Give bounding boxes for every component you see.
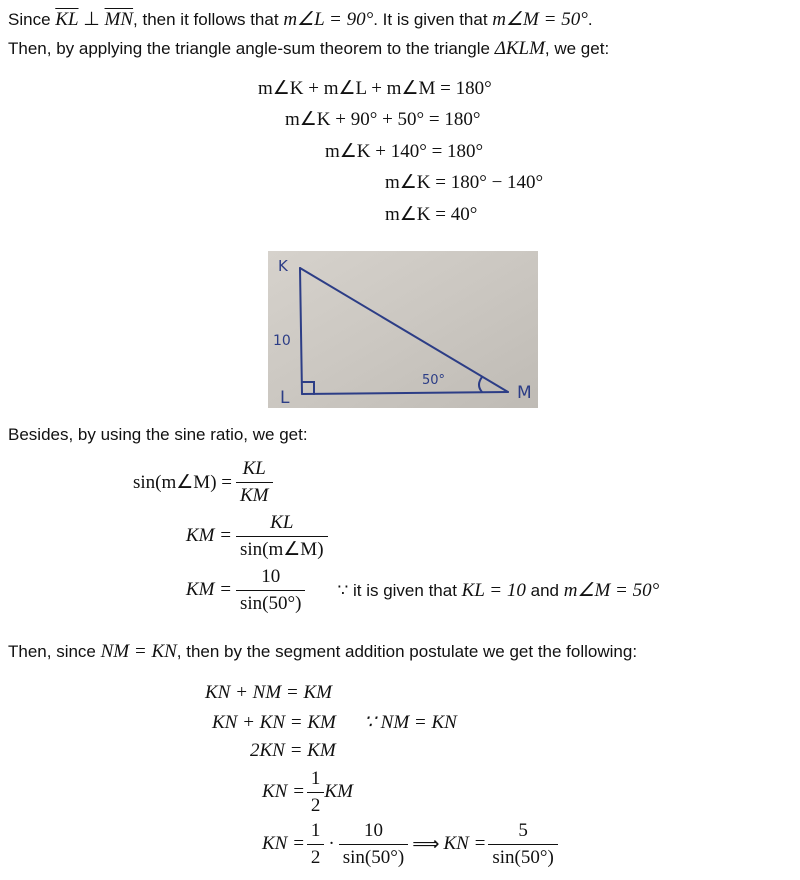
since-note-text: ∵ it is given that (337, 580, 457, 600)
seg-eq-5-den-3: sin(50°) (488, 844, 557, 869)
angle-m-equation: m∠M = 50° (492, 9, 588, 30)
sine-row-1-fraction (236, 458, 273, 507)
sine-row-2 (120, 512, 328, 561)
angle-l-equation: m∠L = 90° (283, 9, 374, 30)
since-note-kl: KL = 10 (461, 579, 526, 601)
seg-eq-5-lhs-2: KN = (443, 833, 487, 855)
seg-eq-5-num-2: 10 (363, 820, 383, 841)
sine-row-2-den: sin(m∠M) (236, 536, 328, 561)
vertex-k-label: K (278, 257, 288, 275)
vertex-l-label: L (280, 388, 290, 408)
intro-given: . It is given that (373, 10, 488, 29)
sine-row-1-lhs: sin(m∠M) = (133, 471, 232, 493)
since-note-and: and (530, 580, 559, 600)
sine-row-2-num: KL (270, 512, 294, 533)
intro-line2-end: , we get: (544, 39, 610, 58)
implies-arrow: ⟹ (412, 833, 440, 855)
segment-mn: $\overline{MN}$ (104, 9, 134, 30)
segment-intro-eq: NM = KN (100, 641, 177, 662)
sine-row-1-num: KL (242, 458, 266, 479)
seg-eq-2-note: ∵ NM = KN (363, 712, 457, 733)
sine-row-2-lhs: KM = (185, 525, 232, 547)
seg-eq-4-lhs: KN = (262, 781, 305, 803)
seg-eq-4-fraction (307, 768, 325, 817)
seg-eq-5-lhs: KN = (262, 833, 305, 855)
seg-eq-4-den: 2 (307, 792, 325, 817)
seg-eq-4-num: 1 (310, 768, 321, 789)
since-note-angle: m∠M = 50° (563, 579, 660, 601)
seg-eq-2: KN + KN = KM (212, 711, 336, 733)
seg-eq-5-den-2: sin(50°) (339, 844, 408, 869)
seg-eq-2-row (212, 711, 457, 734)
seg-eq-5-dot: · (328, 833, 335, 855)
intro-since: Since (8, 10, 51, 29)
triangle-figure (268, 251, 538, 408)
intro-then-follows: , then it follows that (133, 10, 279, 29)
seg-eq-5-fraction-1 (307, 820, 325, 869)
intro-line-2 (8, 38, 609, 60)
seg-eq-4 (262, 768, 353, 817)
segment-intro-b: , then by the segment addition postulate we get the following: (176, 642, 638, 661)
intro-line-1 (8, 8, 593, 31)
sine-row-1-den: KM (236, 482, 273, 507)
seg-eq-5 (262, 820, 558, 869)
sine-row-3-lhs: KM = (185, 579, 232, 601)
seg-eq-5-fraction-3 (488, 820, 557, 869)
angle-sum-eq-5: m∠K = 40° (385, 204, 478, 225)
angle-sum-eq-3: m∠K + 140° = 180° (325, 141, 484, 162)
angle-sum-eq-1: m∠K + m∠L + m∠M = 180° (258, 78, 492, 99)
sine-row-3-fraction (236, 566, 305, 615)
angle-sum-eq-2: m∠K + 90° + 50° = 180° (285, 109, 481, 130)
triangle-klm: ΔKLM (494, 38, 545, 59)
sine-row-3-den: sin(50°) (236, 590, 305, 615)
vertex-m-label: M (517, 383, 532, 403)
sine-row-3 (120, 566, 659, 615)
segment-kl: $\overline{KL}$ (55, 9, 79, 30)
segment-intro-a: Then, since (8, 642, 96, 661)
angle-m-label: 50° (422, 373, 446, 388)
perpendicular-symbol: ⊥ (83, 9, 100, 30)
seg-eq-5-fraction-2 (339, 820, 408, 869)
intro-period: . (587, 10, 593, 29)
sine-row-3-num: 10 (261, 566, 281, 587)
sine-row-2-fraction (236, 512, 328, 561)
segment-intro (8, 641, 637, 663)
seg-eq-3: 2KN = KM (250, 740, 336, 761)
seg-eq-1: KN + NM = KM (205, 682, 332, 703)
side-length-label: 10 (273, 333, 291, 349)
sine-row-1 (120, 458, 273, 507)
sine-intro: Besides, by using the sine ratio, we get: (8, 425, 308, 444)
seg-eq-5-num-1: 1 (310, 820, 321, 841)
angle-sum-eq-4: m∠K = 180° − 140° (385, 172, 544, 193)
seg-eq-5-num-3: 5 (518, 820, 528, 841)
intro-line2-text: Then, by applying the triangle angle-sum theorem to the triangle (8, 39, 490, 58)
seg-eq-4-rhs: KM (324, 781, 353, 803)
sine-row-3-note (337, 579, 659, 602)
seg-eq-5-den-1: 2 (307, 844, 325, 869)
